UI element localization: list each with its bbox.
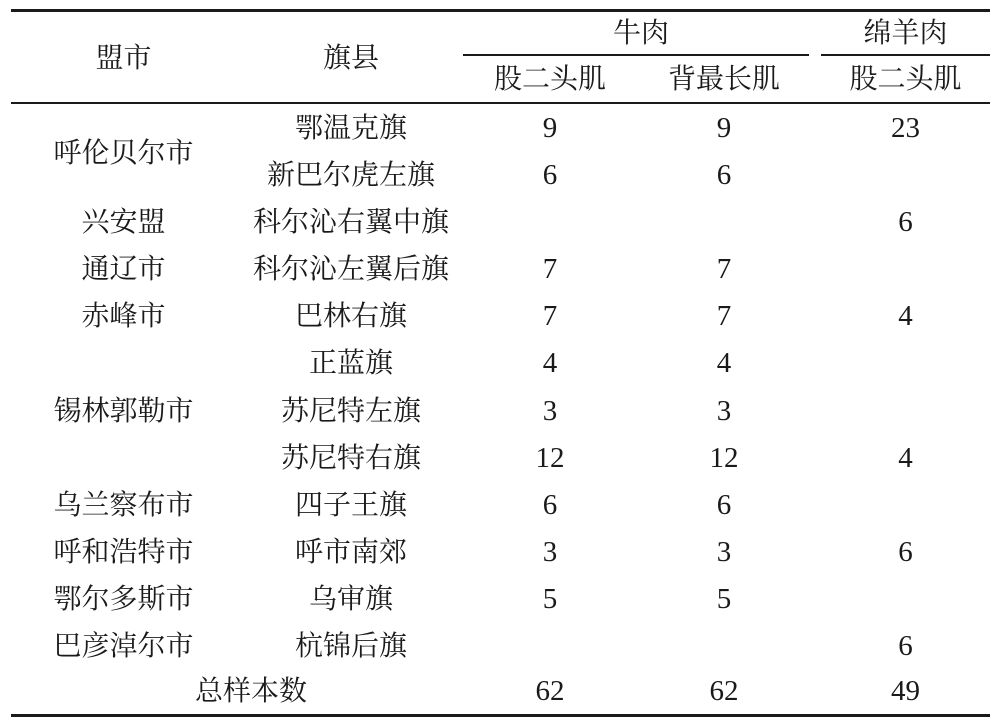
league-name: 锡林郭勒市: [53, 394, 194, 427]
county-name: 正蓝旗: [308, 346, 393, 379]
beef-longissimus-count: [639, 205, 809, 239]
mutton-biceps-count: 4: [898, 442, 913, 474]
mutton-biceps-count: 4: [898, 300, 913, 332]
beef-biceps-count: [473, 629, 627, 663]
beef-longissimus-count: 3: [716, 536, 732, 568]
beef-biceps-count: 7: [542, 253, 558, 285]
header-beef-longissimus: 背最长肌: [667, 62, 780, 95]
header-mutton-biceps: 股二头肌: [849, 62, 962, 95]
county-name: 新巴尔虎左旗: [266, 158, 435, 191]
beef-longissimus-count: 4: [716, 347, 732, 379]
table-bottom-rule: [11, 714, 990, 717]
mutton-group-rule: [821, 54, 990, 56]
mutton-biceps-count: 23: [891, 112, 920, 144]
league-name: 兴安盟: [81, 205, 166, 238]
mutton-biceps-count: [821, 582, 990, 616]
header-bottom-rule: [11, 102, 990, 104]
mutton-biceps-count: [821, 158, 990, 192]
beef-longissimus-count: 6: [716, 159, 732, 191]
beef-biceps-count: 3: [542, 536, 558, 568]
beef-biceps-count: [473, 205, 627, 239]
header-beef-biceps: 股二头肌: [493, 62, 606, 95]
league-name: 赤峰市: [81, 299, 166, 332]
county-name: 呼市南郊: [294, 535, 407, 568]
mutton-biceps-count: 6: [898, 536, 913, 568]
sample-table: [11, 0, 990, 725]
county-name: 苏尼特左旗: [280, 394, 421, 427]
beef-biceps-count: 12: [535, 442, 565, 474]
beef-biceps-count: 9: [542, 112, 558, 144]
header-county: 旗县: [322, 41, 379, 74]
county-name: 四子王旗: [294, 488, 407, 521]
league-name: 鄂尔多斯市: [53, 582, 194, 615]
league-name: 呼和浩特市: [53, 535, 194, 568]
total-beef-biceps: 62: [535, 675, 565, 707]
mutton-biceps-count: [821, 488, 990, 522]
league-name: 乌兰察布市: [53, 488, 194, 521]
table-top-rule: [11, 9, 990, 12]
total-beef-longissimus: 62: [709, 675, 739, 707]
total-label: 总样本数: [194, 674, 307, 707]
beef-biceps-count: 3: [542, 395, 558, 427]
header-mutton: 绵羊肉: [863, 16, 948, 49]
header-league: 盟市: [95, 41, 152, 74]
total-mutton-biceps: 49: [891, 675, 920, 707]
county-name: 鄂温克旗: [294, 111, 407, 144]
mutton-biceps-count: [821, 346, 990, 380]
beef-longissimus-count: 7: [716, 253, 732, 285]
county-name: 科尔沁左翼后旗: [252, 252, 449, 285]
beef-biceps-count: 6: [542, 489, 558, 521]
county-name: 巴林右旗: [294, 299, 407, 332]
mutton-biceps-count: 6: [898, 206, 913, 238]
county-name: 乌审旗: [308, 582, 393, 615]
mutton-biceps-count: 6: [898, 630, 913, 662]
league-name: 呼伦贝尔市: [53, 136, 194, 169]
county-name: 苏尼特右旗: [280, 441, 421, 474]
beef-group-rule: [463, 54, 809, 56]
beef-biceps-count: 6: [542, 159, 558, 191]
beef-longissimus-count: 5: [716, 583, 732, 615]
county-name: 杭锦后旗: [294, 629, 407, 662]
mutton-biceps-count: [821, 394, 990, 428]
league-name: 巴彦淖尔市: [53, 629, 194, 662]
beef-longissimus-count: [639, 629, 809, 663]
beef-longissimus-count: 7: [716, 300, 732, 332]
beef-longissimus-count: 12: [709, 442, 739, 474]
beef-biceps-count: 7: [542, 300, 558, 332]
beef-biceps-count: 4: [542, 347, 558, 379]
county-name: 科尔沁右翼中旗: [252, 205, 449, 238]
beef-longissimus-count: 9: [716, 112, 732, 144]
header-beef: 牛肉: [612, 16, 669, 49]
league-name: 通辽市: [81, 252, 166, 285]
beef-longissimus-count: 3: [716, 395, 732, 427]
beef-biceps-count: 5: [542, 583, 558, 615]
mutton-biceps-count: [821, 252, 990, 286]
beef-longissimus-count: 6: [716, 489, 732, 521]
